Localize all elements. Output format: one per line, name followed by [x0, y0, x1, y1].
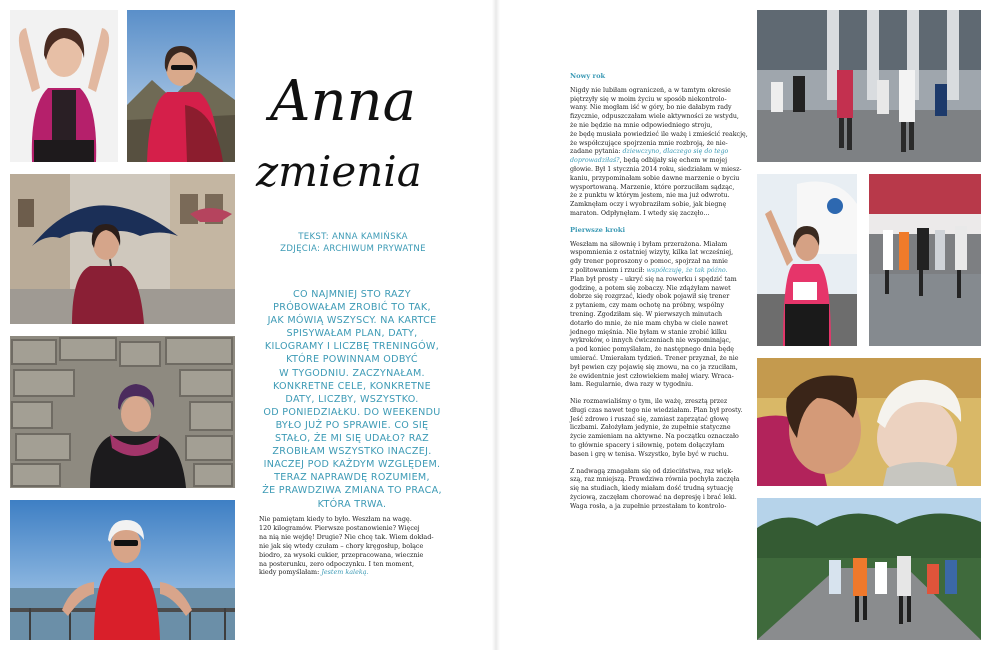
- intro-paragraph: [259, 515, 459, 568]
- section1-question-line: [570, 148, 742, 157]
- section1-lines-b: [570, 166, 742, 219]
- article-line: długi czas nawet tego nie wiedziałam. Plan był prosty.: [570, 406, 743, 414]
- article-line: Z nadwagą zmagałam się od dzieciństwa, raz więk-: [570, 467, 734, 475]
- article-line: życiową, zaczęłam chorować na depresję i brać leki.: [570, 494, 737, 502]
- article-line: maraton. Odpłynęłam. I wtedy się zaczęło…: [570, 209, 710, 217]
- lead-line: KTÓRE POWINNAM ODBYĆ: [286, 354, 418, 366]
- lead-paragraph: [246, 288, 458, 511]
- article-line: że ewidentnie jest człowiekiem małej wiary. Wraca-: [570, 372, 734, 380]
- photo-marathon-runners: [757, 10, 981, 162]
- lead-line: STAŁO, ŻE MI SIĘ UDAŁO? RAZ: [274, 433, 430, 445]
- lead-line: PRÓBOWAŁAM ZROBIĆ TO TAK,: [273, 302, 431, 314]
- photo-mother-and-baby: [757, 358, 981, 486]
- section2-lines-a: [570, 241, 742, 267]
- article-line: gdy trener poproszony o pomoc, spojrzał na mnie: [570, 258, 728, 266]
- article-line: wspomnienia z ostatniej wizyty, kilka lat wcześniej,: [570, 249, 734, 257]
- article-line: wany. Nie mogłam iść w góry, bo nie dałabym rady: [570, 104, 732, 112]
- article-line: Waga rosła, a ja zupełnie przestałam to kontrolo-: [570, 502, 727, 510]
- article-line: fizycznie, odpuszczałam wiele aktywności ze wstydu,: [570, 113, 739, 121]
- photo-woman-waving: [10, 10, 118, 162]
- photo-street-race: [757, 498, 981, 640]
- article-line: Nie rozmawialiśmy o tym, ile ważę, zresztą przez: [570, 398, 728, 406]
- intro-last-plain: kiedy pomyślałam:: [259, 568, 322, 576]
- section1-question-italic-2: doprowadziłaś?: [570, 157, 620, 165]
- photo-runners-crowd: [869, 174, 981, 346]
- section-heading-pierwsze-kroki: Pierwsze kroki: [570, 225, 626, 234]
- article-line: że współczujące spojrzenia mnie rozbroją, że nie-: [570, 139, 728, 147]
- article-line: głowie. Był 1 stycznia 2014 roku, siedziałam w miesz-: [570, 165, 742, 173]
- lead-line: W TYGODNIU. ZACZYNAŁAM.: [279, 367, 425, 379]
- photo-woman-mountains: [127, 10, 235, 162]
- credits-author: TEKST: ANNA KAMIŃSKA: [298, 232, 408, 242]
- article-line: to głównie spacery i siłownię, potem dołączyłam: [570, 442, 725, 450]
- intro-line: na posterunku, zero odpoczynku. I ten moment,: [259, 559, 415, 568]
- article-line: Zamknęłam oczy i wyobraziłam sobie, jak biegnę: [570, 201, 727, 209]
- section2-lines-d: [570, 468, 742, 512]
- credits: [250, 232, 456, 255]
- article-line: kaniu, przypominałam sobie dawne marzenie o byciu: [570, 174, 740, 182]
- photo-runner-finish: [757, 174, 857, 346]
- article-line: a pod koniec pomyślałam, że następnego dnia będę: [570, 346, 735, 354]
- lead-line: TERAZ NAPRAWDĘ ROZUMIEM,: [274, 472, 430, 484]
- lead-line: KILOGRAMY I LICZBĘ TRENINGÓW,: [264, 341, 440, 353]
- article-line: dobrze się rozgrzać, kiedy obok pojawił się trener: [570, 293, 730, 301]
- article-line: wykroków, o innych ćwiczeniach nie wspominając,: [570, 337, 732, 345]
- photo-woman-stone-wall: [10, 336, 235, 488]
- lead-line: JAK MÓWIĄ WSZYSCY. NA KARTCE: [267, 315, 437, 327]
- article-line: że nie będzie na mnie odpowiedniego stroju,: [570, 121, 713, 129]
- article-line: Weszłam na siłownię i byłam przerażona. Miałam: [570, 240, 728, 248]
- article-line: był pewien czy pojawię się znowu, na co ja rzuciłam,: [570, 363, 738, 371]
- title-line-1: Anna: [270, 69, 416, 134]
- script-title: [250, 58, 450, 208]
- article-line: łam. Regularnie, dwa razy w tygodniu.: [570, 381, 694, 389]
- section-heading-nowy-rok: Nowy rok: [570, 72, 606, 80]
- intro-line: 120 kilogramów. Pierwsze postanowienie? Więcej: [259, 523, 420, 532]
- credits-photos: ZDJĘCIA: ARCHIWUM PRYWATNE: [280, 243, 426, 254]
- intro-line: biodro, za wysoki cukier, przepracowana, wiecznie: [259, 550, 424, 559]
- intro-line: Nie pamiętam kiedy to było. Weszłam na wagę.: [259, 515, 412, 523]
- article-line: Jeść zdrowo i ruszać się, zamiast zaprzątać głowę: [570, 415, 729, 423]
- section1-lines-a: [570, 86, 748, 149]
- article-line: wysportowaną. Marzenie, które porzuciłam sądząc,: [570, 183, 735, 191]
- article-line: piętrzyły się w moim życiu w sposób niekontrolo-: [570, 95, 727, 103]
- section2-remark-plain: z politowaniem i rzucił:: [570, 266, 647, 274]
- title-line-2: zmienia: [256, 147, 422, 196]
- lead-line: KONKRETNE CELE, KONKRETNE: [272, 380, 432, 392]
- article-line: Plan był prosty – ukryć się na rowerku i spędzić tam: [570, 275, 737, 283]
- intro-last-line: [259, 568, 459, 577]
- lead-line: KTÓRA TRWA.: [317, 498, 387, 510]
- article-line: trening. Zgodziłam się. W pierwszych minutach: [570, 310, 723, 318]
- lead-line: INACZEJ POD KAŻDYM WZGLĘDEM.: [263, 459, 441, 471]
- article-line: Nigdy nie lubiłam ograniczeń, a w tamtym okresie: [570, 86, 731, 94]
- lead-line: DATY, LICZBY, WSZYSTKO.: [285, 393, 419, 405]
- section1-question-plain: zadane pytania:: [570, 148, 623, 156]
- photo-woman-sea-view: [10, 500, 235, 640]
- section2-lines-c: [570, 398, 742, 460]
- lead-line: SPISYWAŁAM PLAN, DATY,: [286, 328, 418, 340]
- lead-line: CO NAJMNIEJ STO RAZY: [293, 289, 411, 300]
- article-line: się na studiach, kiedy miałam dość trudną sytuację: [570, 485, 733, 493]
- section2-remark-italic: współczuję, że tak późno.: [646, 266, 728, 274]
- lead-line: BYŁO JUŻ PO SPRAWIE. CO SIĘ: [275, 419, 429, 431]
- section1-question-line-2: [570, 157, 742, 166]
- section2-lines-b: [570, 276, 742, 390]
- article-line: liczbami. Założyłam jedynie, że zupełnie statyczne: [570, 424, 731, 432]
- lead-line: ZROBIŁAM WSZYSTKO INACZEJ.: [272, 446, 432, 458]
- article-line: jednego mięśnia. Nie byłam w stanie zrobić kilku: [570, 328, 727, 336]
- article-line: umierać. Umierałam tydzień. Trener przyznał, że nie: [570, 354, 739, 362]
- article-line: z pytaniem, czy mam ochotę na próbny, wspólny: [570, 302, 725, 310]
- photo-woman-umbrella: [10, 174, 235, 324]
- intro-line: nie jak się wtedy czułam – chory kręgosłup, bolące: [259, 541, 424, 550]
- section2-remark-line: [570, 267, 742, 276]
- article-line: że będę musiała powiedzieć ile ważę i zmieścić reakcję,: [570, 130, 748, 138]
- intro-last-italic: Jestem kaleką.: [321, 568, 369, 576]
- article-line: szą, raz mniejszą. Prawdziwa równia pochyła zaczęła: [570, 476, 740, 484]
- lead-line: OD PONIEDZIAŁKU. DO WEEKENDU: [263, 406, 441, 418]
- section1-question-after: , będą odbijały się echem w mojej: [619, 157, 728, 165]
- spine-gutter: [492, 0, 500, 650]
- intro-line: na nią nie wejdę! Drugie? Nie chcę tak. Wiem dokład-: [259, 532, 434, 541]
- section1-question-italic-1: dziewczyno, dlaczego się do tego: [622, 148, 729, 156]
- article-line: życie zamieniam na aktywne. Na początku oznaczało: [570, 433, 739, 441]
- lead-line: ŻE PRAWDZIWA ZMIANA TO PRACA,: [262, 485, 442, 497]
- article-line: dotarło do mnie, że nie mam chyba w ciele nawet: [570, 319, 728, 327]
- article-line: godzinę, a potem się zobaczy. Nie zdążyłam nawet: [570, 284, 731, 292]
- article-line: basen i grę w tenisa. Wszystko, byle być w ruchu.: [570, 450, 729, 458]
- article-column: [570, 72, 748, 512]
- article-line: że z punktu w którym jestem, nie ma już odwrotu.: [570, 192, 730, 200]
